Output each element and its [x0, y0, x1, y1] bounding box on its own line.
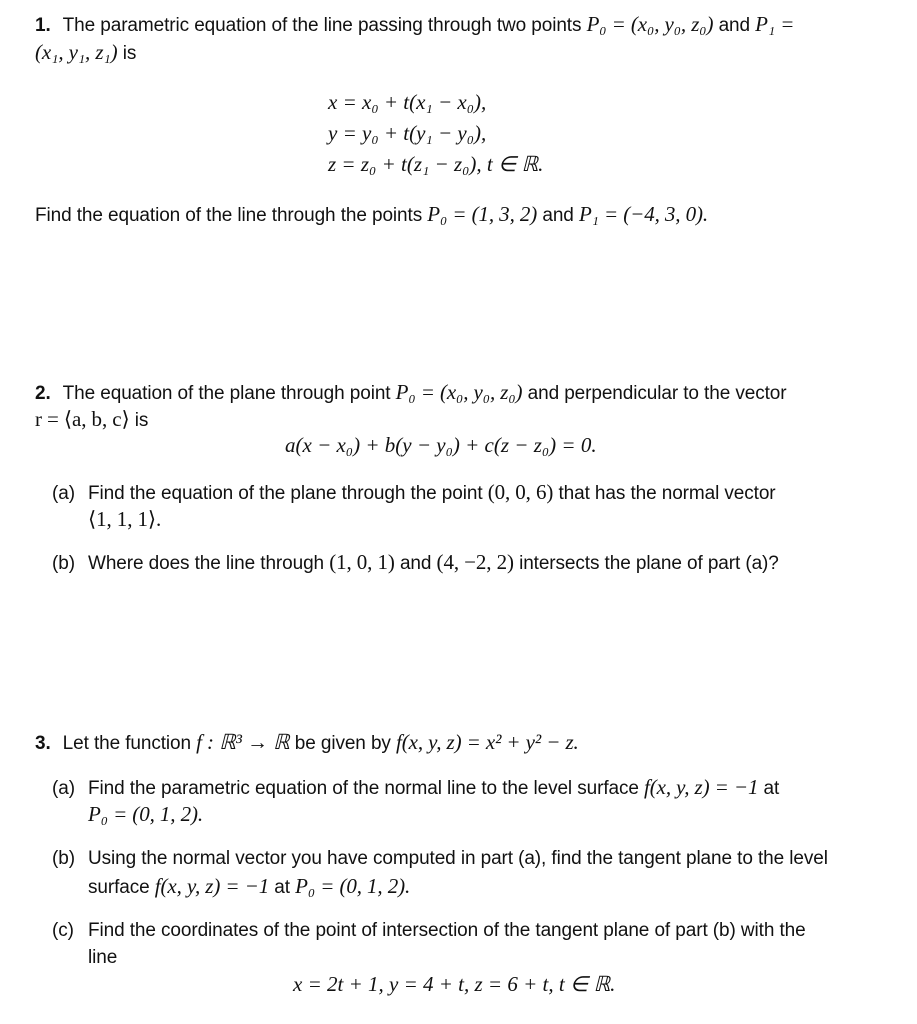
math-expression: f : ℝ³ → ℝ	[196, 730, 290, 754]
part-label: (a)	[52, 778, 75, 799]
math-expression: P₀ = (1, 3, 2)	[427, 202, 538, 226]
problem-number: 1.	[35, 15, 51, 36]
part-label: (b)	[52, 848, 75, 869]
problem-text: be given by	[289, 733, 397, 754]
problem-text: is	[117, 43, 137, 64]
part-label: (a)	[52, 483, 75, 504]
problem-1-task	[35, 202, 708, 228]
problem-text: Find the coordinates of the point of intersection of the tangent plane of part (b) with the	[88, 920, 806, 941]
display-equation-plane: a(x − x₀) + b(y − y₀) + c(z − z₀) = 0.	[285, 433, 597, 457]
math-expression: ⟨1, 1, 1⟩.	[88, 507, 162, 531]
problem-text: and	[537, 205, 579, 226]
problem-3b-line2	[88, 874, 410, 900]
problem-text: Find the parametric equation of the normal line to the level surface	[88, 778, 645, 799]
display-equation-y: y = y₀ + t(y₁ − y₀),	[328, 121, 487, 145]
math-expression: f(x, y, z) = −1	[154, 874, 270, 898]
problem-text: Let the function	[62, 733, 197, 754]
problem-text: and	[713, 15, 756, 36]
problem-text: Using the normal vector you have computed in part (a), find the tangent plane to the level	[88, 848, 828, 869]
problem-text: Find the equation of the plane through the point	[88, 483, 488, 504]
math-expression: f(x, y, z) = −1	[644, 775, 759, 799]
problem-text: line	[88, 947, 118, 968]
problem-3b-line1	[52, 847, 828, 871]
problem-text: surface	[88, 877, 155, 898]
problem-text: The parametric equation of the line passing through two points	[62, 15, 587, 36]
problem-text: at	[758, 778, 780, 799]
problem-2a-line1	[52, 480, 776, 506]
problem-2-intro-line1	[35, 380, 786, 406]
display-equation-line: x = 2t + 1, y = 4 + t, z = 6 + t, t ∈ ℝ.	[293, 972, 616, 996]
math-expression: (0, 0, 6)	[487, 480, 554, 504]
problem-3c-line1	[52, 919, 806, 943]
problem-text: intersects the plane of part (a)?	[513, 553, 779, 574]
math-expression: P₀ = (0, 1, 2).	[88, 802, 204, 826]
problem-3-intro	[35, 730, 579, 756]
problem-number: 3.	[35, 733, 51, 754]
math-expression: (1, 0, 1)	[329, 550, 395, 574]
math-expression: (x₁, y₁, z₁)	[35, 40, 118, 64]
part-label: (c)	[52, 920, 74, 941]
problem-text: Where does the line through	[88, 553, 330, 574]
problem-3a-line1	[52, 775, 779, 801]
problem-3c-line2	[88, 946, 117, 970]
problem-3a-line2	[88, 802, 203, 828]
problem-number: 2.	[35, 383, 51, 404]
math-expression: P₀ = (x₀, y₀, z₀)	[586, 12, 714, 36]
problem-text: The equation of the plane through point	[62, 383, 396, 404]
display-equation-x: x = x₀ + t(x₁ − x₀),	[328, 90, 487, 114]
math-expression: P₁ =	[755, 12, 795, 36]
math-expression: P₀ = (x₀, y₀, z₀)	[395, 380, 523, 404]
problem-1-intro-line1	[35, 12, 794, 38]
part-label: (b)	[52, 553, 75, 574]
problem-text: and	[394, 553, 437, 574]
problem-text: that has the normal vector	[553, 483, 776, 504]
math-expression: P₀ = (0, 1, 2).	[295, 874, 411, 898]
display-equation-z: z = z₀ + t(z₁ − z₀), t ∈ ℝ.	[328, 152, 544, 176]
problem-text: Find the equation of the line through the points	[35, 205, 428, 226]
problem-2a-line2	[88, 507, 161, 533]
problem-text: and perpendicular to the vector	[522, 383, 787, 404]
math-expression: f(x, y, z) = x² + y² − z.	[396, 730, 579, 754]
math-expression: P₁ = (−4, 3, 0).	[578, 202, 709, 226]
problem-text: at	[269, 877, 296, 898]
math-expression: (4, −2, 2)	[436, 550, 514, 574]
problem-text: is	[129, 410, 149, 431]
problem-2-intro-line2	[35, 407, 148, 433]
problem-1-intro-line2	[35, 40, 136, 66]
math-expression: r = ⟨a, b, c⟩	[35, 407, 130, 431]
problem-2b-line1	[52, 550, 779, 576]
